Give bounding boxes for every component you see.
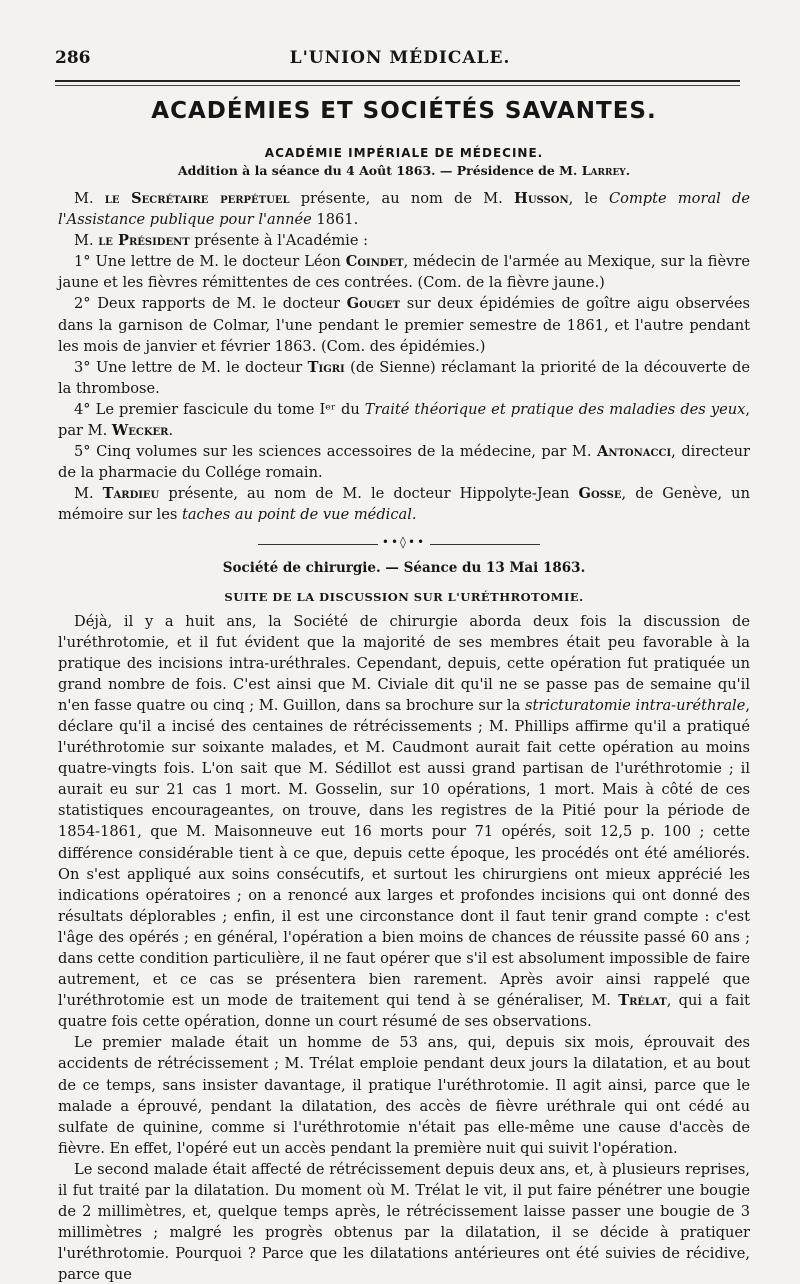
journal-title: L'UNION MÉDICALE.: [289, 48, 511, 68]
running-head: [55, 48, 745, 72]
text-run: , médecin de l'armée au Mexique, sur la fièvre jaune et les fièvres rémittentes de ces contrées. (Com. de la fièvre jaune.): [58, 253, 750, 292]
text-run: , par M.: [58, 400, 750, 440]
header-rule: [55, 80, 740, 82]
text-run: (de Sienne) réclamant la priorité de la découverte de la thrombose.: [58, 358, 751, 397]
italic-text: Traité théorique et pratique des maladies des yeux: [364, 400, 746, 418]
text-run: , directeur de la pharmacie du Collége romain.: [58, 443, 750, 482]
text-run: , qui a fait quatre fois cette opération, donne un court résumé de ses observations.: [58, 992, 750, 1031]
society-title: Société de chirurgie. — Séance du 13 Mai 1863.: [222, 559, 586, 576]
italic-text: Compte moral de l'Assistance publique pour l'année: [58, 190, 750, 229]
paragraph: [58, 483, 750, 525]
session-line: [58, 162, 750, 180]
society-paragraphs: [58, 611, 750, 1284]
italic-text: stricturatomie intra-uréthrale: [524, 696, 746, 714]
text-run: 3° Une lettre de M. le docteur: [74, 358, 308, 376]
section-title: ACADÉMIES ET SOCIÉTÉS SAVANTES.: [151, 98, 657, 124]
text-run: sur deux épidémies de goître aigu observées dans la garnison de Colmar, l'une pendant le premier semestre de 1861, et l'autre pendant les mois de janvier et février 1863. (Com. des épidémies.): [58, 295, 750, 355]
text-run: , déclare qu'il a incisé des centaines de rétrécissements ; M. Phillips affirme qu'il a pratiqué l'uréthrotomie sur soixante malades, et M. Caudmont aurait fait cette opération au moins quatre-vingts fois. L'on sait que M. Sédillot est aussi grand partisan de l'uréthrotomie ; il aurait eu sur 21 cas 1 mort. M. Gosselin, sur 10 opérations, 1 mort. Mais à côté de ces statistiques encourageantes, on trouve, dans les registres de la Pitié pour la période de 1854-1861, que M. Maisonneuve eut 16 morts pour 71 opérés, soit 12,5 p. 100 ; cette différence considérable tient à ce que, depuis cette époque, les procédés ont été améliorés. On s'est appliqué aux soins consécutifs, et surtout les chirurgiens ont mieux apprécié les indications opératoires ; on a renoncé aux larges et profondes incisions qui ont donné des résultats déplorables ; enfin, il est une circonstance dont il faut tenir grand compte : c'est l'âge des opérés ; en général, l'opération a bien moins de chances de réussite passé 60 ans ; dans cette condition particulière, il ne faut opérer que s'il est absolument impossible de faire autrement, et ce cas se présentera bien rarement. Après avoir ainsi rappelé que l'uréthrotomie est un mode de traitement qui tend à se généraliser, M.: [58, 696, 750, 1010]
text-run: 2° Deux rapports de M. le docteur: [74, 295, 347, 313]
section-ornament: [58, 536, 750, 552]
text-run: .: [411, 506, 417, 524]
academy-paragraphs: [58, 188, 750, 526]
paragraph: [58, 293, 750, 356]
text-run: 1861.: [311, 211, 359, 229]
paragraph: [58, 230, 750, 251]
name-smallcaps: Tigri: [307, 358, 345, 376]
session-suffix: .: [625, 163, 631, 178]
page-number: 286: [55, 48, 91, 68]
paragraph: [58, 251, 750, 293]
paragraph: [58, 611, 750, 1033]
text-run: présente, au nom de M. le docteur Hippolyte-Jean: [159, 485, 579, 503]
name-smallcaps: Gouget: [346, 295, 401, 313]
name-smallcaps: Wecker: [111, 422, 169, 440]
name-smallcaps: le Président: [98, 232, 190, 250]
paragraph: [58, 399, 750, 441]
academy-title: ACADÉMIE IMPÉRIALE DE MÉDECINE.: [264, 146, 544, 160]
italic-text: taches au point de vue médical: [181, 506, 412, 524]
text-run: , de Genève, un mémoire sur les: [58, 485, 750, 524]
name-smallcaps: Antonacci: [597, 443, 672, 461]
name-smallcaps: Husson: [514, 190, 569, 207]
paragraph: [58, 1032, 750, 1159]
text-run: Le premier malade était un homme de 53 ans, qui, depuis six mois, éprouvait des accidents de rétrécissement ; M. Trélat emploie pendant deux jours la dilatation, et au bout de ce temps, sans insister davantage, il pratique l'uréthrotomie. Il agit ainsi, parce que le malade a éprouvé, pendant la dilatation, des accès de fièvre uréthrale qui ont cédé au sulfate de quinine, comme si l'uréthrotomie n'était pas elle-même une cause d'accès de fièvre. En effet, l'opéré eut un accès pendant la première nuit qui suivit l'opération.: [58, 1034, 750, 1157]
name-smallcaps: Trélat: [618, 992, 667, 1010]
discussion-title: SUITE DE LA DISCUSSION SUR L'URÉTHROTOMIE.: [224, 589, 584, 604]
paragraph: [58, 441, 750, 483]
paragraph: [58, 188, 750, 230]
name-smallcaps: Coindet: [345, 253, 404, 271]
text-run: Le second malade était affecté de rétrécissement depuis deux ans, et, à plusieurs reprises, il fut traité par la dilatation. Du moment où M. Trélat le vit, il put faire pénétrer une bougie de 2 millimètres, et, quelque temps après, le rétrécissement laisse passer une bougie de 3 millimètres ; malgré les progrès obtenus par la dilatation, il se décide à pratiquer l'uréthrotomie. Pourquoi ? Parce que les dilatations antérieures ont été suivies de récidive, parce que: [58, 1160, 750, 1284]
paragraph: [58, 1159, 750, 1284]
text-run: Déjà, il y a huit ans, la Société de chirurgie aborda deux fois la discussion de l'uréthrotomie, et il fut évident que la majorité de ses membres était peu favorable à la pratique des incisions intra-uréthrales. Cependant, depuis, cette opération fut pratiquée un grand nombre de fois. C'est ainsi que M. Civiale dit qu'il ne se passe pas de semaine qu'il n'en fasse quatre ou cinq ; M. Guillon, dans sa brochure sur la: [58, 612, 750, 714]
text-run: , le: [568, 190, 609, 207]
text-run: M.: [74, 190, 105, 207]
text-run: 5° Cinq volumes sur les sciences accessoires de la médecine, par M.: [74, 443, 598, 461]
text-run: présente à l'Académie :: [189, 232, 369, 250]
text-run: 1° Une lettre de M. le docteur Léon: [74, 253, 346, 271]
text-run: présente, au nom de M.: [289, 190, 515, 207]
header-rule-thin: [55, 85, 740, 86]
name-smallcaps: Gosse: [578, 485, 622, 503]
name-smallcaps: Tardieu: [102, 485, 160, 503]
text-run: .: [168, 422, 174, 440]
article-body: [58, 96, 750, 1284]
text-run: M.: [74, 232, 99, 250]
ornament-glyph: ••◊••: [58, 535, 750, 549]
text-run: M.: [74, 485, 103, 503]
text-run: 4° Le premier fascicule du tome Iᵉʳ du: [74, 400, 365, 418]
session-prefix: Addition à la séance du 4 Août 1863. — Présidence de M.: [177, 163, 582, 178]
president-name: Larrey: [581, 163, 626, 178]
name-smallcaps: le Secrétaire perpétuel: [104, 190, 290, 207]
paragraph: [58, 357, 750, 399]
